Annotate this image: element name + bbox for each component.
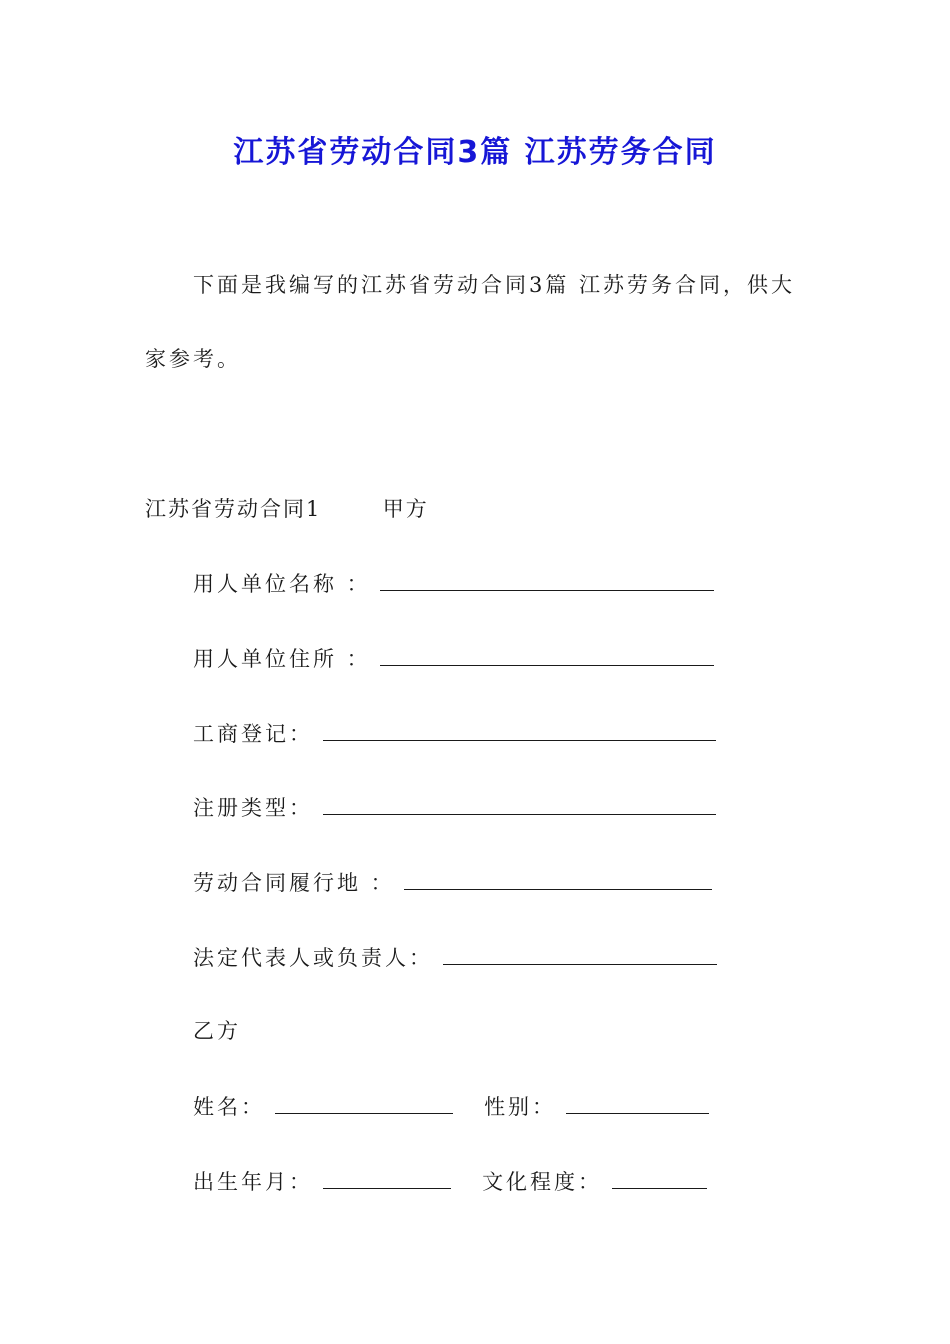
section-title: 江苏省劳动合同1 [145, 497, 322, 521]
fill-blank[interactable] [404, 867, 712, 890]
birth-label: 出生年月： [193, 1170, 313, 1194]
intro-line-2: 家参考。 [145, 347, 241, 371]
field-contract-location [193, 867, 712, 898]
field-row-birth-education [193, 1166, 707, 1197]
field-label: 用人单位名称 ： [193, 572, 371, 596]
page-title: 江苏省劳动合同3篇 江苏劳务合同 [233, 135, 717, 170]
gender-label: 性别： [484, 1095, 557, 1119]
fill-blank[interactable] [323, 718, 716, 741]
education-blank[interactable] [612, 1166, 707, 1189]
field-employer-name [193, 568, 714, 599]
field-registration-type [193, 792, 716, 823]
field-label: 用人单位住所 ： [193, 647, 371, 671]
field-employer-address [193, 643, 714, 674]
birth-blank[interactable] [323, 1166, 451, 1189]
field-row-name-gender [193, 1091, 709, 1122]
section-heading [145, 494, 429, 524]
education-label: 文化程度： [482, 1170, 603, 1194]
fill-blank[interactable] [323, 792, 716, 815]
field-business-registration [193, 718, 716, 749]
field-label: 工商登记： [193, 722, 313, 746]
intro-line-1: 下面是我编写的江苏省劳动合同3篇 江苏劳务合同，供大 [193, 273, 796, 297]
party-a-label: 甲方 [382, 497, 429, 521]
name-blank[interactable] [275, 1091, 453, 1114]
field-legal-representative [193, 942, 717, 973]
field-label: 注册类型： [193, 796, 313, 820]
fill-blank[interactable] [380, 643, 714, 666]
gender-blank[interactable] [566, 1091, 709, 1114]
name-label: 姓名： [193, 1095, 265, 1119]
fill-blank[interactable] [443, 942, 717, 965]
field-label: 劳动合同履行地 ： [193, 871, 395, 895]
party-b-heading: 乙方 [193, 1019, 241, 1043]
field-label: 法定代表人或负责人： [193, 946, 433, 970]
fill-blank[interactable] [380, 568, 714, 591]
